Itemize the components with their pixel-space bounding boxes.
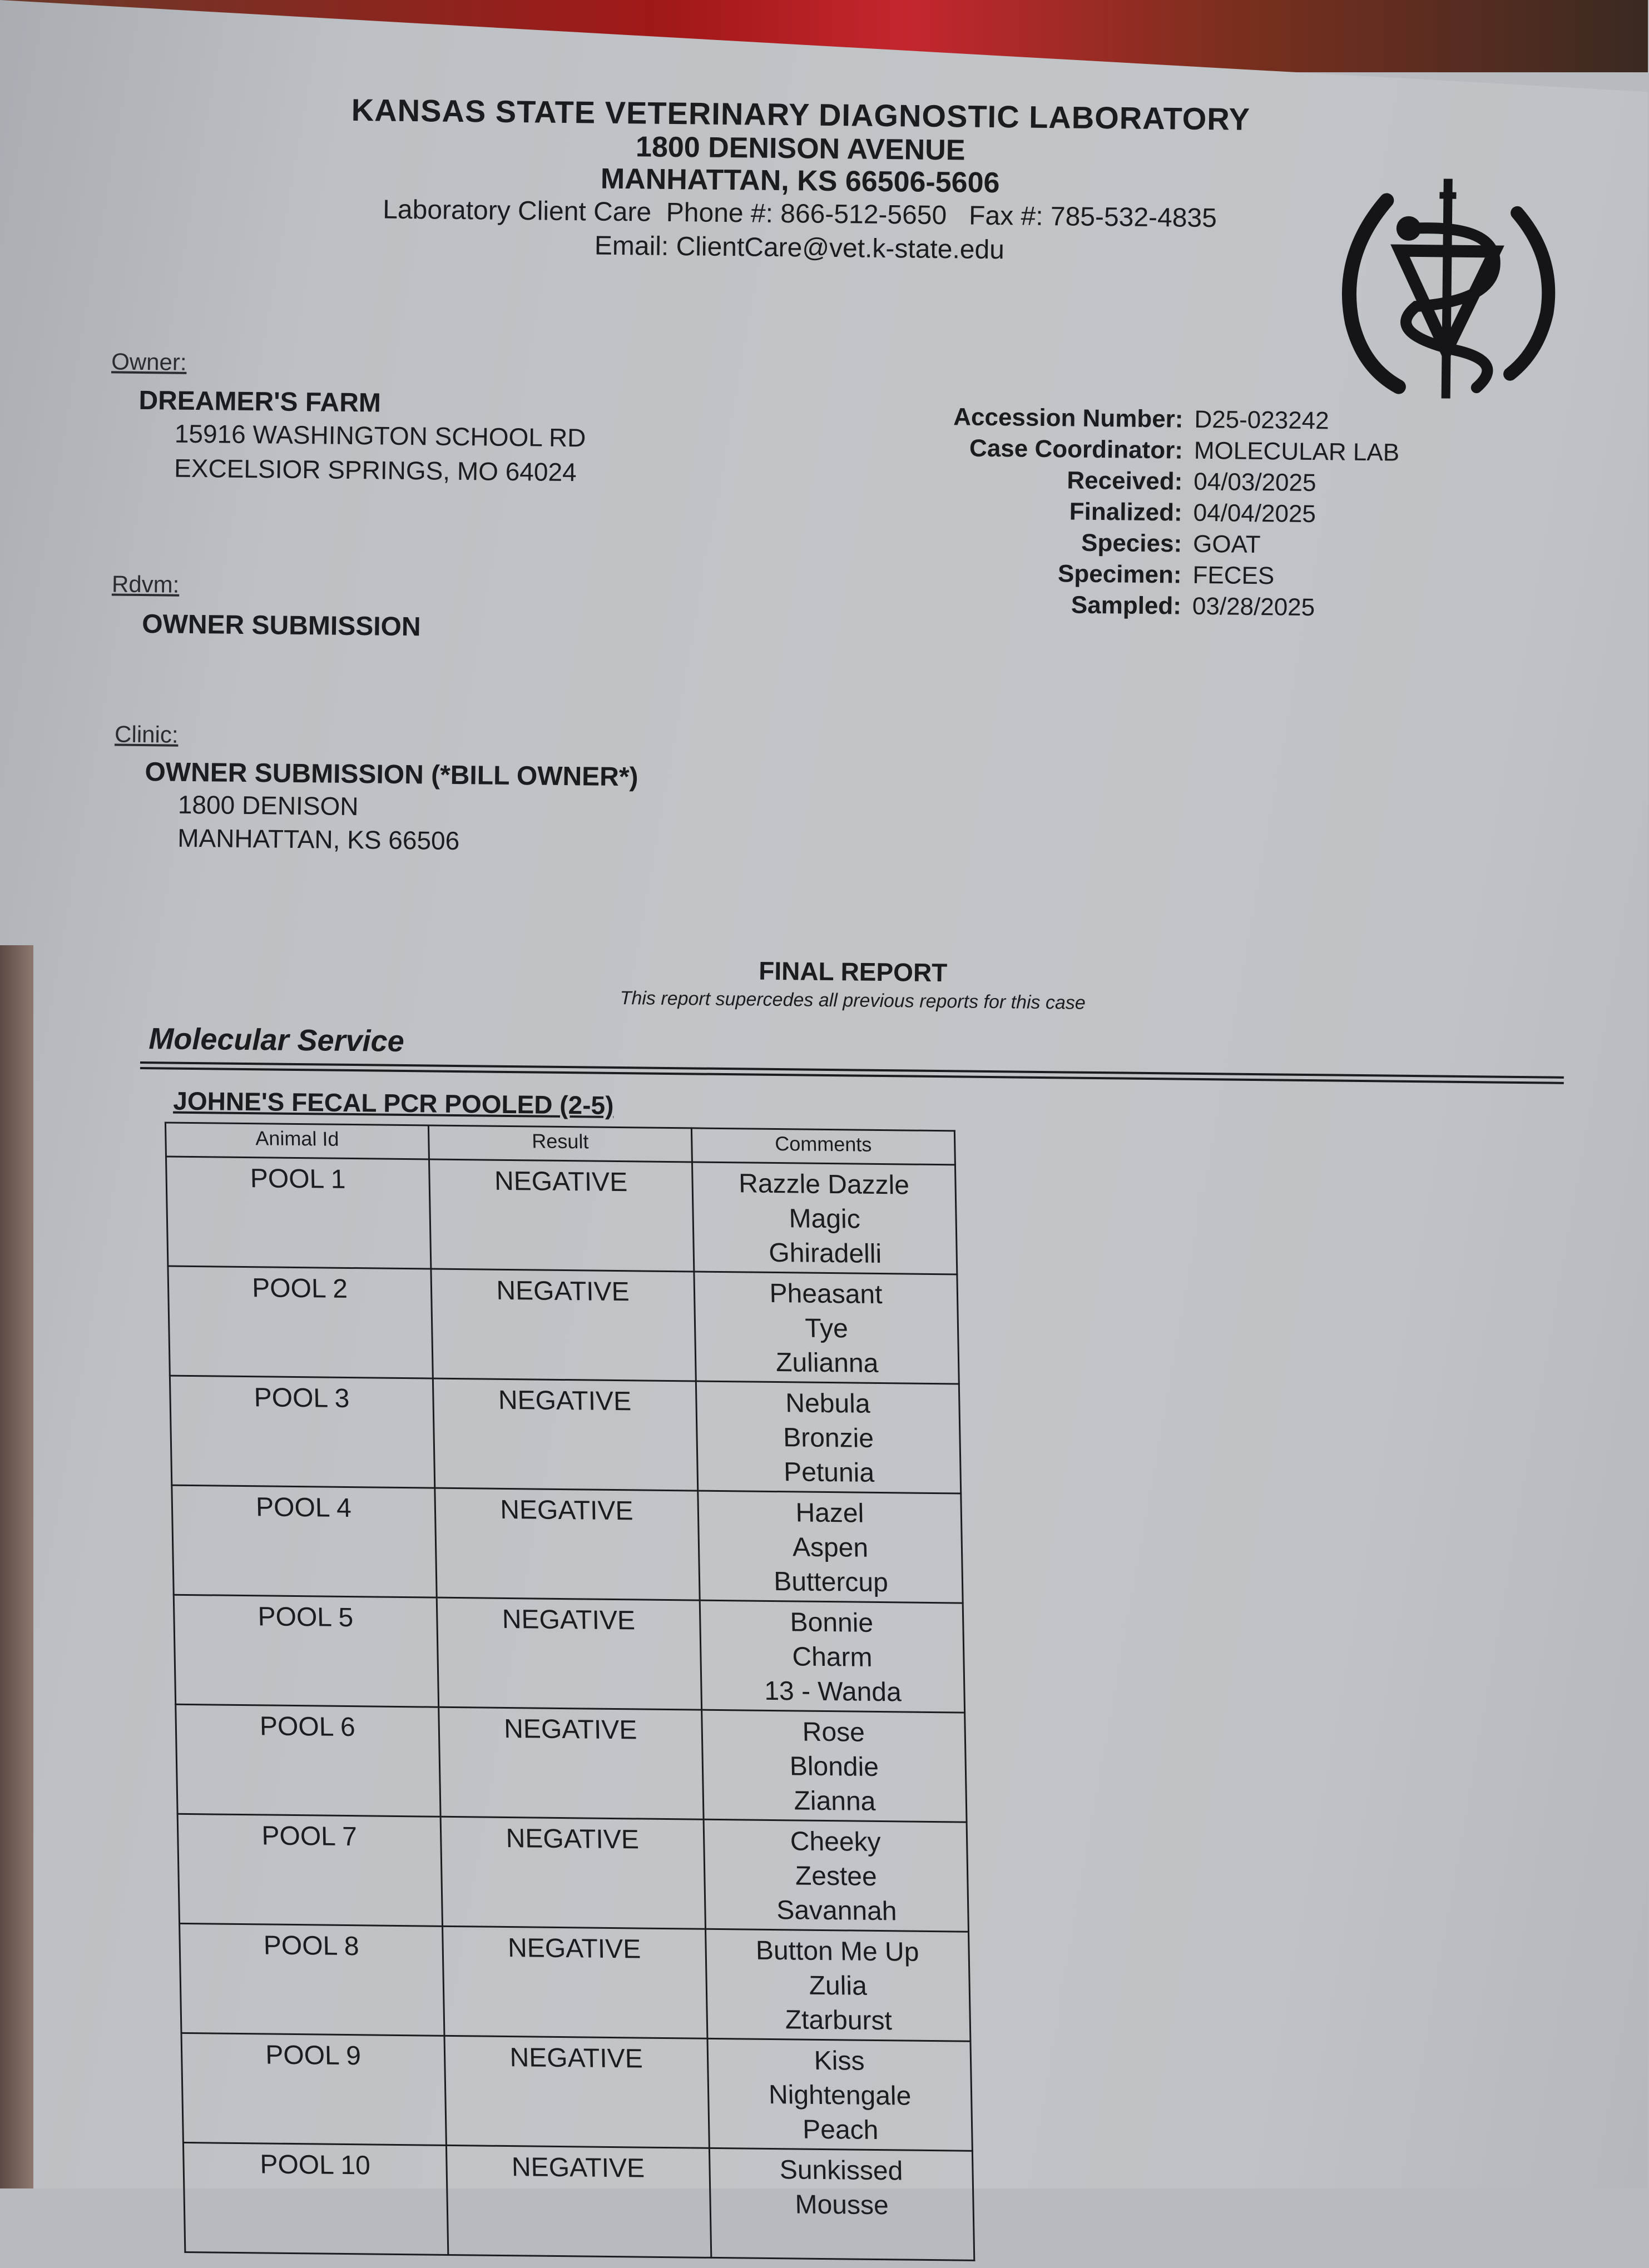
specimen-row (952, 557, 1398, 593)
accession-label: Accession Number: (953, 401, 1195, 435)
animal-id-cell: POOL 4 (172, 1485, 437, 1597)
comment-line: Nebula (697, 1386, 959, 1423)
clinic-label: Clinic: (115, 721, 639, 753)
animal-id-cell: POOL 2 (168, 1266, 433, 1378)
section-title: Molecular Service (140, 1021, 1564, 1071)
table-row (174, 1595, 964, 1713)
result-cell: NEGATIVE (440, 1817, 705, 1929)
comments-cell (698, 1491, 963, 1603)
animal-id-cell: POOL 3 (170, 1376, 434, 1488)
animal-id-cell: POOL 10 (183, 2142, 448, 2255)
result-cell: NEGATIVE (435, 1488, 700, 1600)
lab-email: Email: ClientCare@vet.k-state.edu (310, 226, 1289, 270)
lab-street: 1800 DENISON AVENUE (311, 127, 1290, 170)
comment-line: Tye (696, 1311, 958, 1348)
comment-line: Hazel (699, 1495, 960, 1532)
comments-cell (692, 1162, 957, 1274)
comment-line: Bronzie (697, 1420, 959, 1457)
comments-cell (709, 2148, 974, 2260)
result-cell: NEGATIVE (429, 1159, 694, 1272)
received-label: Received: (953, 464, 1194, 498)
comment-line: Buttercup (700, 1564, 962, 1601)
table-row (181, 2033, 972, 2151)
rdvm-name: OWNER SUBMISSION (142, 609, 421, 642)
species-row (952, 526, 1399, 562)
specimen-value: FECES (1192, 560, 1398, 593)
table-row (170, 1376, 960, 1493)
comment-line: Button Me Up (706, 1933, 968, 1971)
result-cell: NEGATIVE (433, 1378, 697, 1491)
comments-cell (700, 1600, 964, 1713)
comment-line: Rose (702, 1714, 964, 1751)
comment-line: Pheasant (695, 1276, 957, 1313)
comment-line: Peach (710, 2112, 972, 2149)
comment-line: Zulianna (696, 1345, 958, 1382)
lab-city: MANHATTAN, KS 66506-5606 (310, 160, 1290, 202)
clinic-address-line1: 1800 DENISON (178, 788, 638, 826)
received-value: 04/03/2025 (1194, 466, 1399, 500)
comment-line: Kiss (709, 2043, 970, 2080)
comments-cell (696, 1381, 960, 1493)
owner-name: DREAMER'S FARM (138, 385, 586, 420)
finalized-row (952, 495, 1399, 530)
comment-line: Charm (701, 1639, 963, 1676)
sampled-row (951, 588, 1398, 624)
accession-value: D25-023242 (1194, 404, 1400, 438)
result-cell: NEGATIVE (439, 1707, 704, 1819)
result-cell: NEGATIVE (446, 2145, 711, 2257)
comment-line: Bonnie (701, 1605, 963, 1642)
table-row (176, 1704, 967, 1822)
results-table (165, 1121, 975, 2261)
sampled-value: 03/28/2025 (1192, 591, 1398, 624)
owner-label: Owner: (111, 348, 587, 380)
final-report-title: FINAL REPORT (519, 953, 1187, 990)
comments-cell (702, 1710, 967, 1822)
comment-line: Petunia (698, 1455, 960, 1492)
column-header-comments: Comments (691, 1128, 955, 1165)
accession-row (953, 401, 1400, 437)
lab-name: KANSAS STATE VETERINARY DIAGNOSTIC LABORATORY (311, 92, 1291, 137)
result-cell: NEGATIVE (437, 1597, 701, 1710)
owner-block (110, 348, 587, 489)
column-header-animal-id: Animal Id (165, 1123, 429, 1159)
animal-id-cell: POOL 7 (177, 1814, 442, 1926)
table-row (166, 1157, 957, 1274)
result-cell: NEGATIVE (431, 1269, 696, 1381)
final-report-heading (519, 953, 1187, 1015)
test-title: JOHNE'S FECAL PCR POOLED (2-5) (173, 1086, 614, 1120)
animal-id-cell: POOL 1 (166, 1157, 430, 1269)
coordinator-row (953, 433, 1399, 468)
comment-line: Ghiradelli (694, 1235, 956, 1272)
animal-id-cell: POOL 9 (181, 2033, 446, 2145)
final-report-subtitle: This report supercedes all previous reports for this case (519, 986, 1186, 1015)
comments-cell (704, 1819, 968, 1932)
result-cell: NEGATIVE (444, 2036, 709, 2148)
owner-address-line2: EXCELSIOR SPRINGS, MO 64024 (174, 451, 586, 490)
finalized-label: Finalized: (952, 495, 1194, 529)
comment-line: Cheeky (705, 1824, 967, 1861)
result-cell: NEGATIVE (443, 1926, 707, 2038)
comments-cell (707, 2038, 972, 2151)
clinic-block (113, 721, 639, 860)
animal-id-cell: POOL 6 (176, 1704, 440, 1817)
table-row (183, 2142, 974, 2260)
comment-line: Magic (694, 1200, 955, 1238)
table-row (177, 1814, 968, 1932)
sampled-label: Sampled: (951, 588, 1192, 622)
finalized-value: 04/04/2025 (1193, 498, 1399, 531)
comment-line: 13 - Wanda (702, 1674, 964, 1711)
comment-line: Zianna (704, 1783, 965, 1820)
animal-id-cell: POOL 5 (174, 1595, 438, 1707)
owner-address-line1: 15916 WASHINGTON SCHOOL RD (175, 416, 586, 455)
species-value: GOAT (1193, 529, 1399, 562)
rdvm-label: Rdvm: (112, 570, 422, 601)
table-row (180, 1923, 970, 2041)
table-row (168, 1266, 959, 1384)
animal-id-cell: POOL 8 (180, 1923, 444, 2036)
table-row (172, 1485, 963, 1603)
molecular-service-section (140, 1021, 1564, 1084)
case-info (951, 401, 1400, 624)
coordinator-label: Case Coordinator: (953, 433, 1194, 466)
species-label: Species: (952, 526, 1194, 560)
rdvm-block (111, 570, 422, 642)
case-info-table (951, 401, 1400, 624)
comment-line: Razzle Dazzle (693, 1166, 955, 1203)
clinic-address-line2: MANHATTAN, KS 66506 (177, 821, 638, 860)
lab-contact: Laboratory Client Care Phone #: 866-512-5650 Fax #: 785-532-4835 (310, 192, 1290, 236)
comment-line: Savannah (706, 1893, 968, 1930)
lab-header (310, 92, 1290, 270)
comments-cell (694, 1272, 959, 1384)
received-row (953, 464, 1399, 499)
clinic-name: OWNER SUBMISSION (*BILL OWNER*) (145, 757, 638, 792)
results-body (166, 1157, 974, 2260)
veterinary-caduceus-logo-icon (1332, 166, 1568, 408)
comment-line: Blondie (703, 1749, 965, 1786)
column-header-result: Result (428, 1125, 692, 1162)
comments-cell (706, 1929, 970, 2041)
comment-line: Sunkissed (710, 2152, 972, 2190)
comment-line: Aspen (699, 1530, 961, 1567)
comment-line: Zestee (705, 1858, 967, 1895)
comment-line: Mousse (711, 2187, 973, 2224)
coordinator-value: MOLECULAR LAB (1194, 435, 1400, 469)
comment-line: Ztarburst (707, 2002, 969, 2039)
comment-line: Zulia (707, 1968, 969, 2005)
specimen-label: Specimen: (952, 557, 1193, 591)
comment-line: Nightengale (709, 2077, 971, 2115)
